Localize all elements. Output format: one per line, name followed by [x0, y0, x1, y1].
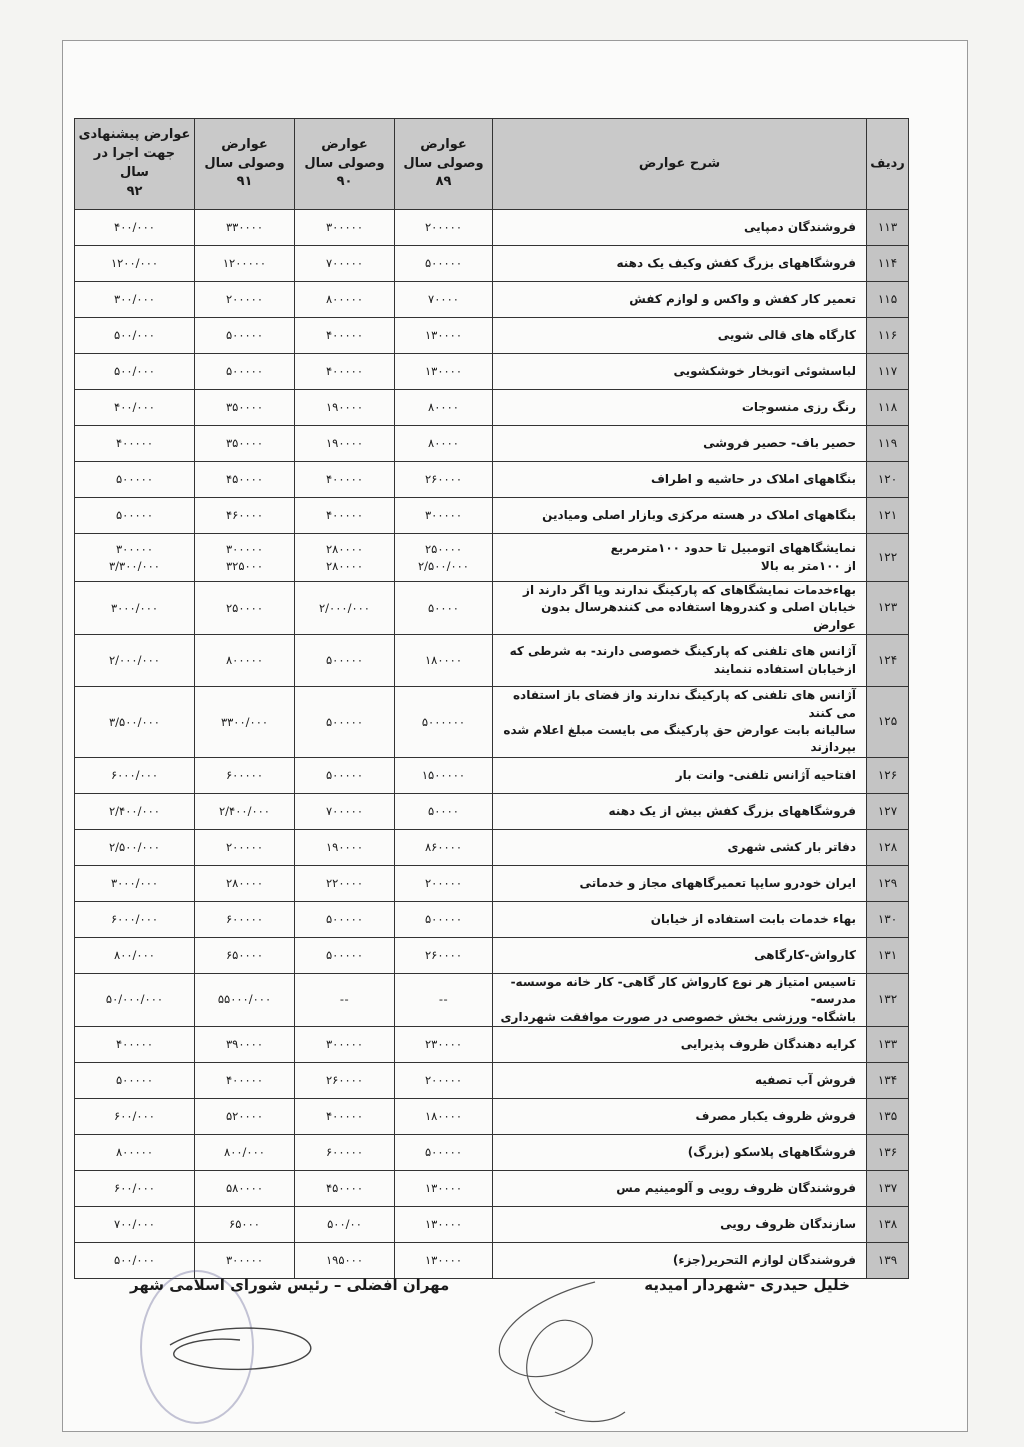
row-number-cell: ۱۲۹ [867, 865, 909, 901]
row-number-cell: ۱۱۹ [867, 426, 909, 462]
year-89-cell: ۲۳۰۰۰۰ [395, 1026, 493, 1062]
row-number-cell: ۱۳۴ [867, 1062, 909, 1098]
year-90-cell: ۴۰۰۰۰۰ [295, 462, 395, 498]
year-90-cell: ۱۹۰۰۰۰ [295, 829, 395, 865]
description-cell: افتاحیه آژانس تلفنی- وانت بار [493, 757, 867, 793]
row-number-cell: ۱۲۴ [867, 635, 909, 687]
year-91-cell: ۲۰۰۰۰۰ [195, 282, 295, 318]
year-89-cell: ۵۰۰۰۰ [395, 582, 493, 635]
row-number-cell: ۱۳۵ [867, 1098, 909, 1134]
table-row [75, 1170, 909, 1206]
year-91-cell: ۵۰۰۰۰۰ [195, 354, 295, 390]
year-89-cell: ۳۰۰۰۰۰ [395, 498, 493, 534]
year-91-cell: ۶۰۰۰۰۰ [195, 757, 295, 793]
year-89-cell: -- [395, 973, 493, 1026]
year-92-cell: ۵۰۰/۰۰۰ [75, 1242, 195, 1278]
year-91-cell: ۴۵۰۰۰۰ [195, 462, 295, 498]
description-cell: بنگاههای املاک در حاشیه و اطراف [493, 462, 867, 498]
year-90-cell: ۵۰۰۰۰۰ [295, 901, 395, 937]
header-year-90: عوارض وصولی سال ۹۰ [295, 119, 395, 210]
year-89-cell: ۸۰۰۰۰ [395, 390, 493, 426]
year-92-cell: ۷۰۰/۰۰۰ [75, 1206, 195, 1242]
year-91-cell: ۶۰۰۰۰۰ [195, 901, 295, 937]
year-89-cell: ۱۳۰۰۰۰ [395, 1170, 493, 1206]
row-number-cell: ۱۳۲ [867, 973, 909, 1026]
year-89-cell: ۲۶۰۰۰۰ [395, 462, 493, 498]
year-91-cell: ۶۵۰۰۰۰ [195, 937, 295, 973]
year-89-cell: ۷۰۰۰۰ [395, 282, 493, 318]
year-92-cell: ۵۰/۰۰۰/۰۰۰ [75, 973, 195, 1026]
year-91-cell: ۳۹۰۰۰۰ [195, 1026, 295, 1062]
year-90-cell: ۷۰۰۰۰۰ [295, 246, 395, 282]
table-row [75, 973, 909, 1026]
year-90-cell: ۱۹۵۰۰۰ [295, 1242, 395, 1278]
year-92-cell: ۳۰۰۰/۰۰۰ [75, 865, 195, 901]
description-cell: تاسیس امتیاز هر نوع کارواش کار گاهی- کار خانه موسسه- مدرسه- باشگاه- ورزشی بخش خصوصی در صورت موافقت شهرداری [493, 973, 867, 1026]
description-cell: فروش ظروف یکبار مصرف [493, 1098, 867, 1134]
year-90-cell: ۳۰۰۰۰۰ [295, 210, 395, 246]
year-89-cell: ۱۳۰۰۰۰ [395, 1206, 493, 1242]
row-number-cell: ۱۲۲ [867, 534, 909, 582]
description-cell: کارگاه های قالی شویی [493, 318, 867, 354]
year-90-cell: -- [295, 973, 395, 1026]
council-signature-label: مهران افضلی – رئیس شورای اسلامی شهر [130, 1276, 450, 1294]
year-89-cell: ۵۰۰۰۰۰ [395, 1134, 493, 1170]
year-91-cell: ۸۰۰۰۰۰ [195, 635, 295, 687]
row-number-cell: ۱۲۷ [867, 793, 909, 829]
row-number-cell: ۱۱۴ [867, 246, 909, 282]
table-row [75, 757, 909, 793]
table-row [75, 426, 909, 462]
table-row [75, 937, 909, 973]
year-90-cell: ۲۸۰۰۰۰ ۲۸۰۰۰۰ [295, 534, 395, 582]
row-number-cell: ۱۳۸ [867, 1206, 909, 1242]
year-89-cell: ۵۰۰۰۰۰ [395, 246, 493, 282]
header-row-number: ردیف [867, 119, 909, 210]
year-90-cell: ۶۰۰۰۰۰ [295, 1134, 395, 1170]
table-row [75, 687, 909, 758]
fees-table [74, 118, 909, 1279]
year-89-cell: ۸۰۰۰۰ [395, 426, 493, 462]
year-92-cell: ۴۰۰۰۰۰ [75, 1026, 195, 1062]
year-90-cell: ۵۰۰۰۰۰ [295, 635, 395, 687]
signature-line [130, 1276, 850, 1302]
year-91-cell: ۲۰۰۰۰۰ [195, 829, 295, 865]
row-number-cell: ۱۲۰ [867, 462, 909, 498]
year-89-cell: ۱۳۰۰۰۰ [395, 354, 493, 390]
year-91-cell: ۳۵۰۰۰۰ [195, 426, 295, 462]
year-89-cell: ۲۰۰۰۰۰ [395, 1062, 493, 1098]
table-row [75, 282, 909, 318]
year-92-cell: ۸۰۰۰۰۰ [75, 1134, 195, 1170]
year-92-cell: ۴۰۰۰۰۰ [75, 426, 195, 462]
row-number-cell: ۱۱۷ [867, 354, 909, 390]
description-cell: فروشندگان لوازم التحریر(جزء) [493, 1242, 867, 1278]
description-cell: کارواش-کارگاهی [493, 937, 867, 973]
table-row [75, 829, 909, 865]
year-90-cell: ۵۰۰/۰۰ [295, 1206, 395, 1242]
table-row [75, 390, 909, 426]
year-91-cell: ۴۰۰۰۰۰ [195, 1062, 295, 1098]
year-89-cell: ۱۳۰۰۰۰ [395, 1242, 493, 1278]
row-number-cell: ۱۲۸ [867, 829, 909, 865]
row-number-cell: ۱۳۳ [867, 1026, 909, 1062]
year-89-cell: ۱۸۰۰۰۰ [395, 1098, 493, 1134]
row-number-cell: ۱۲۱ [867, 498, 909, 534]
year-89-cell: ۵۰۰۰۰۰۰ [395, 687, 493, 758]
table-row [75, 498, 909, 534]
year-91-cell: ۵۸۰۰۰۰ [195, 1170, 295, 1206]
description-cell: بهاء خدمات بابت استفاده از خیابان [493, 901, 867, 937]
description-cell: فروشندگان دمپایی [493, 210, 867, 246]
description-cell: فروش آب تصفیه [493, 1062, 867, 1098]
table-row [75, 582, 909, 635]
row-number-cell: ۱۳۰ [867, 901, 909, 937]
row-number-cell: ۱۳۱ [867, 937, 909, 973]
year-91-cell: ۳۰۰۰۰۰ ۳۲۵۰۰۰ [195, 534, 295, 582]
year-89-cell: ۱۸۰۰۰۰ [395, 635, 493, 687]
description-cell: حصیر باف- حصیر فروشی [493, 426, 867, 462]
year-92-cell: ۵۰۰۰۰۰ [75, 1062, 195, 1098]
year-89-cell: ۵۰۰۰۰۰ [395, 901, 493, 937]
description-cell: بنگاههای املاک در هسته مرکزی وبازار اصلی ومیادین [493, 498, 867, 534]
year-92-cell: ۳۰۰۰/۰۰۰ [75, 582, 195, 635]
year-91-cell: ۵۰۰۰۰۰ [195, 318, 295, 354]
year-92-cell: ۳۰۰/۰۰۰ [75, 282, 195, 318]
table-row [75, 901, 909, 937]
year-91-cell: ۶۵۰۰۰ [195, 1206, 295, 1242]
year-89-cell: ۲۰۰۰۰۰ [395, 865, 493, 901]
row-number-cell: ۱۱۶ [867, 318, 909, 354]
description-cell: دفاتر بار کشی شهری [493, 829, 867, 865]
year-92-cell: ۶۰۰/۰۰۰ [75, 1170, 195, 1206]
year-90-cell: ۱۹۰۰۰۰ [295, 426, 395, 462]
year-91-cell: ۱۲۰۰۰۰۰ [195, 246, 295, 282]
table-row [75, 462, 909, 498]
row-number-cell: ۱۱۸ [867, 390, 909, 426]
header-year-91: عوارض وصولی سال ۹۱ [195, 119, 295, 210]
table-row [75, 1026, 909, 1062]
year-90-cell: ۸۰۰۰۰۰ [295, 282, 395, 318]
year-90-cell: ۴۰۰۰۰۰ [295, 354, 395, 390]
year-92-cell: ۵۰۰۰۰۰ [75, 498, 195, 534]
description-cell: تعمیر کار کفش و واکس و لوازم کفش [493, 282, 867, 318]
year-90-cell: ۷۰۰۰۰۰ [295, 793, 395, 829]
description-cell: بهاءخدمات نمایشگاهای که پارکینگ ندارند ویا اگر دارند از خیابان اصلی و کندروها استفاده می کنندهرسال بدون عوارض [493, 582, 867, 635]
description-cell: آژانس های تلفنی که پارکینگ خصوصی دارند- به شرطی که ازخیابان استفاده ننمایند [493, 635, 867, 687]
year-92-cell: ۵۰۰۰۰۰ [75, 462, 195, 498]
row-number-cell: ۱۱۵ [867, 282, 909, 318]
year-89-cell: ۵۰۰۰۰ [395, 793, 493, 829]
table-row [75, 354, 909, 390]
table-row [75, 1098, 909, 1134]
row-number-cell: ۱۲۵ [867, 687, 909, 758]
description-cell: آژانس های تلفنی که پارکینگ ندارند واز فضای باز استفاده می کنند سالیانه بابت عوارض حق پارکینگ می بایست مبلغ اعلام شده بپردازند [493, 687, 867, 758]
year-90-cell: ۴۵۰۰۰۰ [295, 1170, 395, 1206]
year-91-cell: ۵۲۰۰۰۰ [195, 1098, 295, 1134]
year-92-cell: ۴۰۰/۰۰۰ [75, 210, 195, 246]
year-89-cell: ۲۶۰۰۰۰ [395, 937, 493, 973]
header-year-92-proposed: عوارض پیشنهادی جهت اجرا در سال ۹۲ [75, 119, 195, 210]
year-92-cell: ۲/۰۰۰/۰۰۰ [75, 635, 195, 687]
table-row [75, 865, 909, 901]
year-92-cell: ۶۰۰۰/۰۰۰ [75, 901, 195, 937]
year-90-cell: ۲/۰۰۰/۰۰۰ [295, 582, 395, 635]
year-90-cell: ۴۰۰۰۰۰ [295, 318, 395, 354]
year-91-cell: ۴۶۰۰۰۰ [195, 498, 295, 534]
table-row [75, 534, 909, 582]
year-90-cell: ۵۰۰۰۰۰ [295, 687, 395, 758]
header-year-89: عوارض وصولی سال ۸۹ [395, 119, 493, 210]
description-cell: فروشگاههای بزرگ کفش وکیف یک دهنه [493, 246, 867, 282]
year-92-cell: ۳/۵۰۰/۰۰۰ [75, 687, 195, 758]
year-90-cell: ۲۶۰۰۰۰ [295, 1062, 395, 1098]
row-number-cell: ۱۲۳ [867, 582, 909, 635]
year-92-cell: ۵۰۰/۰۰۰ [75, 318, 195, 354]
description-cell: کرایه دهندگان ظروف پذیرایی [493, 1026, 867, 1062]
year-91-cell: ۲/۴۰۰/۰۰۰ [195, 793, 295, 829]
description-cell: سازندگان ظروف رویی [493, 1206, 867, 1242]
row-number-cell: ۱۱۳ [867, 210, 909, 246]
table-row [75, 1062, 909, 1098]
year-92-cell: ۲/۴۰۰/۰۰۰ [75, 793, 195, 829]
year-91-cell: ۳۰۰۰۰۰ [195, 1242, 295, 1278]
year-89-cell: ۱۳۰۰۰۰ [395, 318, 493, 354]
year-89-cell: ۱۵۰۰۰۰۰ [395, 757, 493, 793]
description-cell: فروشگاههای پلاسکو (بزرگ) [493, 1134, 867, 1170]
year-90-cell: ۴۰۰۰۰۰ [295, 1098, 395, 1134]
row-number-cell: ۱۳۹ [867, 1242, 909, 1278]
year-92-cell: ۲/۵۰۰/۰۰۰ [75, 829, 195, 865]
year-89-cell: ۲۰۰۰۰۰ [395, 210, 493, 246]
year-91-cell: ۸۰۰/۰۰۰ [195, 1134, 295, 1170]
year-89-cell: ۲۵۰۰۰۰ ۲/۵۰۰/۰۰۰ [395, 534, 493, 582]
table-header-row [75, 119, 909, 210]
description-cell: لباسشوئی اتوبخار خوشکشویی [493, 354, 867, 390]
year-90-cell: ۵۰۰۰۰۰ [295, 937, 395, 973]
year-91-cell: ۳۵۰۰۰۰ [195, 390, 295, 426]
header-description: شرح عوارض [493, 119, 867, 210]
table-row [75, 1134, 909, 1170]
year-92-cell: ۴۰۰/۰۰۰ [75, 390, 195, 426]
year-91-cell: ۳۳۰۰/۰۰۰ [195, 687, 295, 758]
year-92-cell: ۳۰۰۰۰۰ ۳/۳۰۰/۰۰۰ [75, 534, 195, 582]
description-cell: رنگ رزی منسوجات [493, 390, 867, 426]
row-number-cell: ۱۳۷ [867, 1170, 909, 1206]
description-cell: فروشندگان ظروف رویی و آلومینیم مس [493, 1170, 867, 1206]
year-92-cell: ۵۰۰/۰۰۰ [75, 354, 195, 390]
year-89-cell: ۸۶۰۰۰۰ [395, 829, 493, 865]
row-number-cell: ۱۲۶ [867, 757, 909, 793]
year-91-cell: ۲۵۰۰۰۰ [195, 582, 295, 635]
year-92-cell: ۶۰۰۰/۰۰۰ [75, 757, 195, 793]
table-row [75, 210, 909, 246]
year-90-cell: ۴۰۰۰۰۰ [295, 498, 395, 534]
year-92-cell: ۶۰۰/۰۰۰ [75, 1098, 195, 1134]
year-92-cell: ۱۲۰۰/۰۰۰ [75, 246, 195, 282]
year-90-cell: ۱۹۰۰۰۰ [295, 390, 395, 426]
year-91-cell: ۳۳۰۰۰۰ [195, 210, 295, 246]
mayor-signature-label: خلیل حیدری -شهردار امیدیه [644, 1276, 850, 1294]
table-row [75, 318, 909, 354]
year-90-cell: ۵۰۰۰۰۰ [295, 757, 395, 793]
year-91-cell: ۲۸۰۰۰۰ [195, 865, 295, 901]
table-row [75, 635, 909, 687]
table-row [75, 1206, 909, 1242]
year-91-cell: ۵۵۰۰۰/۰۰۰ [195, 973, 295, 1026]
year-90-cell: ۳۰۰۰۰۰ [295, 1026, 395, 1062]
table-row [75, 246, 909, 282]
description-cell: فروشگاههای بزرگ کفش بیش از یک دهنه [493, 793, 867, 829]
row-number-cell: ۱۳۶ [867, 1134, 909, 1170]
year-92-cell: ۸۰۰/۰۰۰ [75, 937, 195, 973]
description-cell: نمایشگاههای اتومبیل تا حدود ۱۰۰مترمربع از ۱۰۰متر به بالا [493, 534, 867, 582]
description-cell: ایران خودرو سایپا تعمیرگاههای مجاز و خدماتی [493, 865, 867, 901]
year-90-cell: ۲۲۰۰۰۰ [295, 865, 395, 901]
table-row [75, 793, 909, 829]
